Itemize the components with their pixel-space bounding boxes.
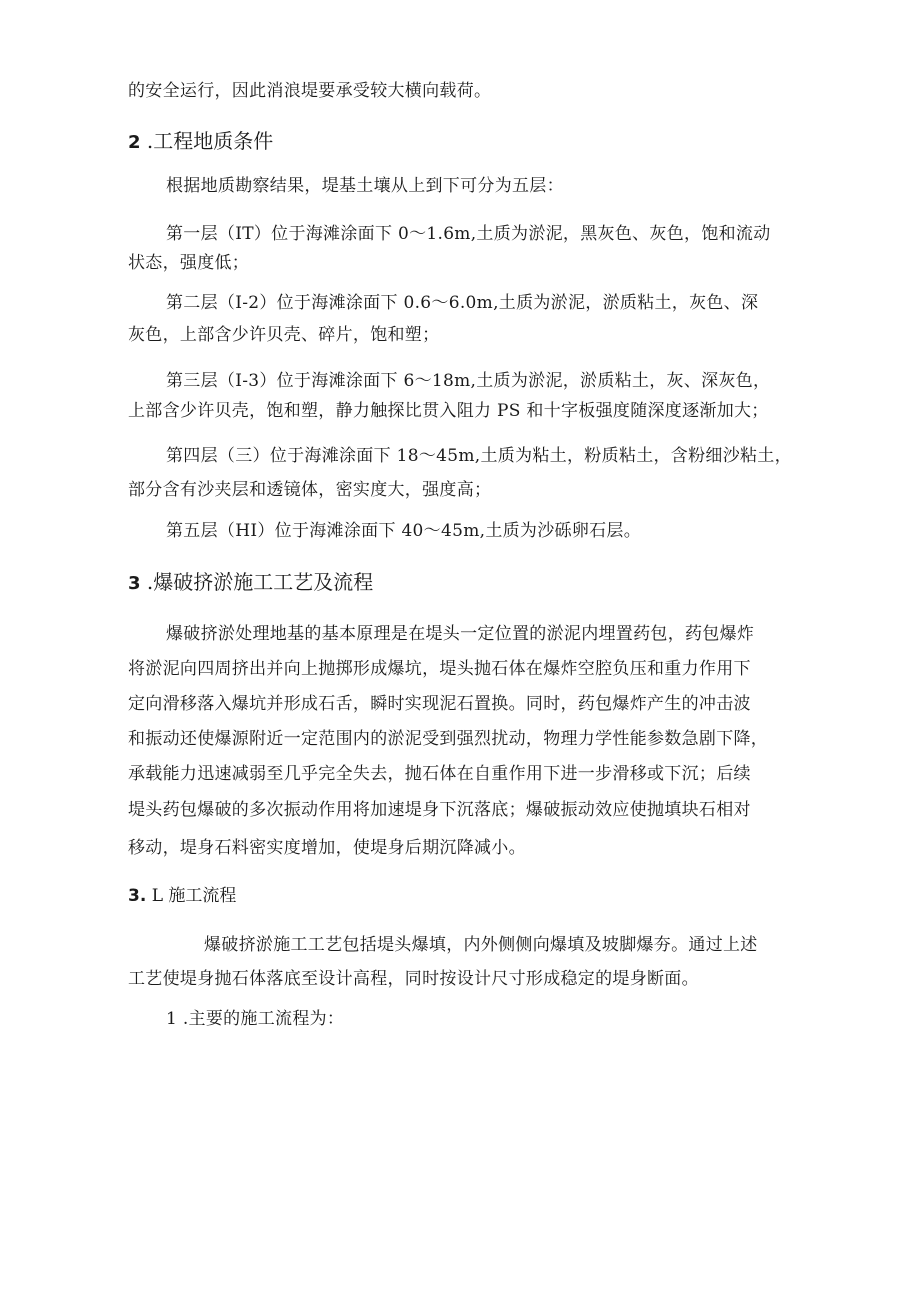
section-2-title: .工程地质条件: [146, 129, 274, 153]
section-3-p1-line-4: 和振动还使爆源附近一定范围内的淤泥受到强烈扰动，物理力学性能参数急剧下降，: [128, 729, 769, 749]
section-3-1-p1-line-1: 爆破挤淤施工工艺包括堤头爆填，内外侧侧向爆填及坡脚爆夯。通过上述: [204, 935, 758, 955]
section-3-number: 3: [128, 573, 141, 594]
layer-1-line-2: 状态，强度低；: [128, 253, 250, 273]
section-3-heading: [128, 569, 373, 597]
layer-2-line-2: 灰色，上部含少许贝壳、碎片，饱和塑；: [128, 325, 440, 345]
layer-1-line-1: 第一层（IT）位于海滩涂面下 0～1.6m,土质为淤泥，黑灰色、灰色，饱和流动: [166, 224, 771, 244]
section-3-p1-line-2: 将淤泥向四周挤出并向上抛掷形成爆坑，堤头抛石体在爆炸空腔负压和重力作用下: [128, 659, 751, 679]
layer-3-line-2: 上部含少许贝壳，饱和塑，静力触探比贯入阻力 PS 和十字板强度随深度逐渐加大；: [128, 401, 769, 421]
section-3-1-title: L 施工流程: [151, 886, 237, 906]
layer-3-line-1: 第三层（I-3）位于海滩涂面下 6～18m,土质为淤泥，淤质粘土，灰、深灰色，: [166, 371, 771, 391]
section-3-1-number: 3.: [128, 886, 147, 906]
section-3-title: .爆破挤淤施工工艺及流程: [146, 570, 374, 594]
section-3-p1-line-1: 爆破挤淤处理地基的基本原理是在堤头一定位置的淤泥内埋置药包，药包爆炸: [166, 624, 755, 644]
section-3-1-item-1: 1 .主要的施工流程为：: [166, 1009, 345, 1029]
section-2-number: 2: [128, 132, 141, 153]
section-3-p1-line-7: 移动，堤身石料密实度增加，使堤身后期沉降减小。: [128, 838, 526, 858]
section-3-p1-line-5: 承载能力迅速减弱至几乎完全失去，抛石体在自重作用下进一步滑移或下沉；后续: [128, 764, 751, 784]
section-3-1-heading: [128, 885, 236, 907]
section-3-p1-line-6: 堤头药包爆破的多次振动作用将加速堤身下沉落底；爆破振动效应使抛填块石相对: [128, 800, 751, 820]
intro-tail-text: 的安全运行，因此消浪堤要承受较大横向载荷。: [128, 81, 492, 101]
section-3-1-p1-line-2: 工艺使堤身抛石体落底至设计高程，同时按设计尺寸形成稳定的堤身断面。: [128, 969, 699, 989]
section-2-heading: [128, 128, 273, 156]
layer-2-line-1: 第二层（I-2）位于海滩涂面下 0.6～6.0m,土质为淤泥，淤质粘土，灰色、深: [166, 293, 759, 313]
layer-4-line-1: 第四层（三）位于海滩涂面下 18～45m,土质为粘土，粉质粘土，含粉细沙粘土，: [166, 446, 792, 466]
section-3-p1-line-3: 定向滑移落入爆坑并形成石舌，瞬时实现泥石置换。同时，药包爆炸产生的冲击波: [128, 694, 751, 714]
layer-4-line-2: 部分含有沙夹层和透镜体，密实度大，强度高；: [128, 480, 492, 500]
section-2-intro: 根据地质勘察结果，堤基土壤从上到下可分为五层：: [166, 176, 564, 196]
layer-5-line-1: 第五层（HI）位于海滩涂面下 40～45m,土质为沙砾卵石层。: [166, 521, 642, 541]
